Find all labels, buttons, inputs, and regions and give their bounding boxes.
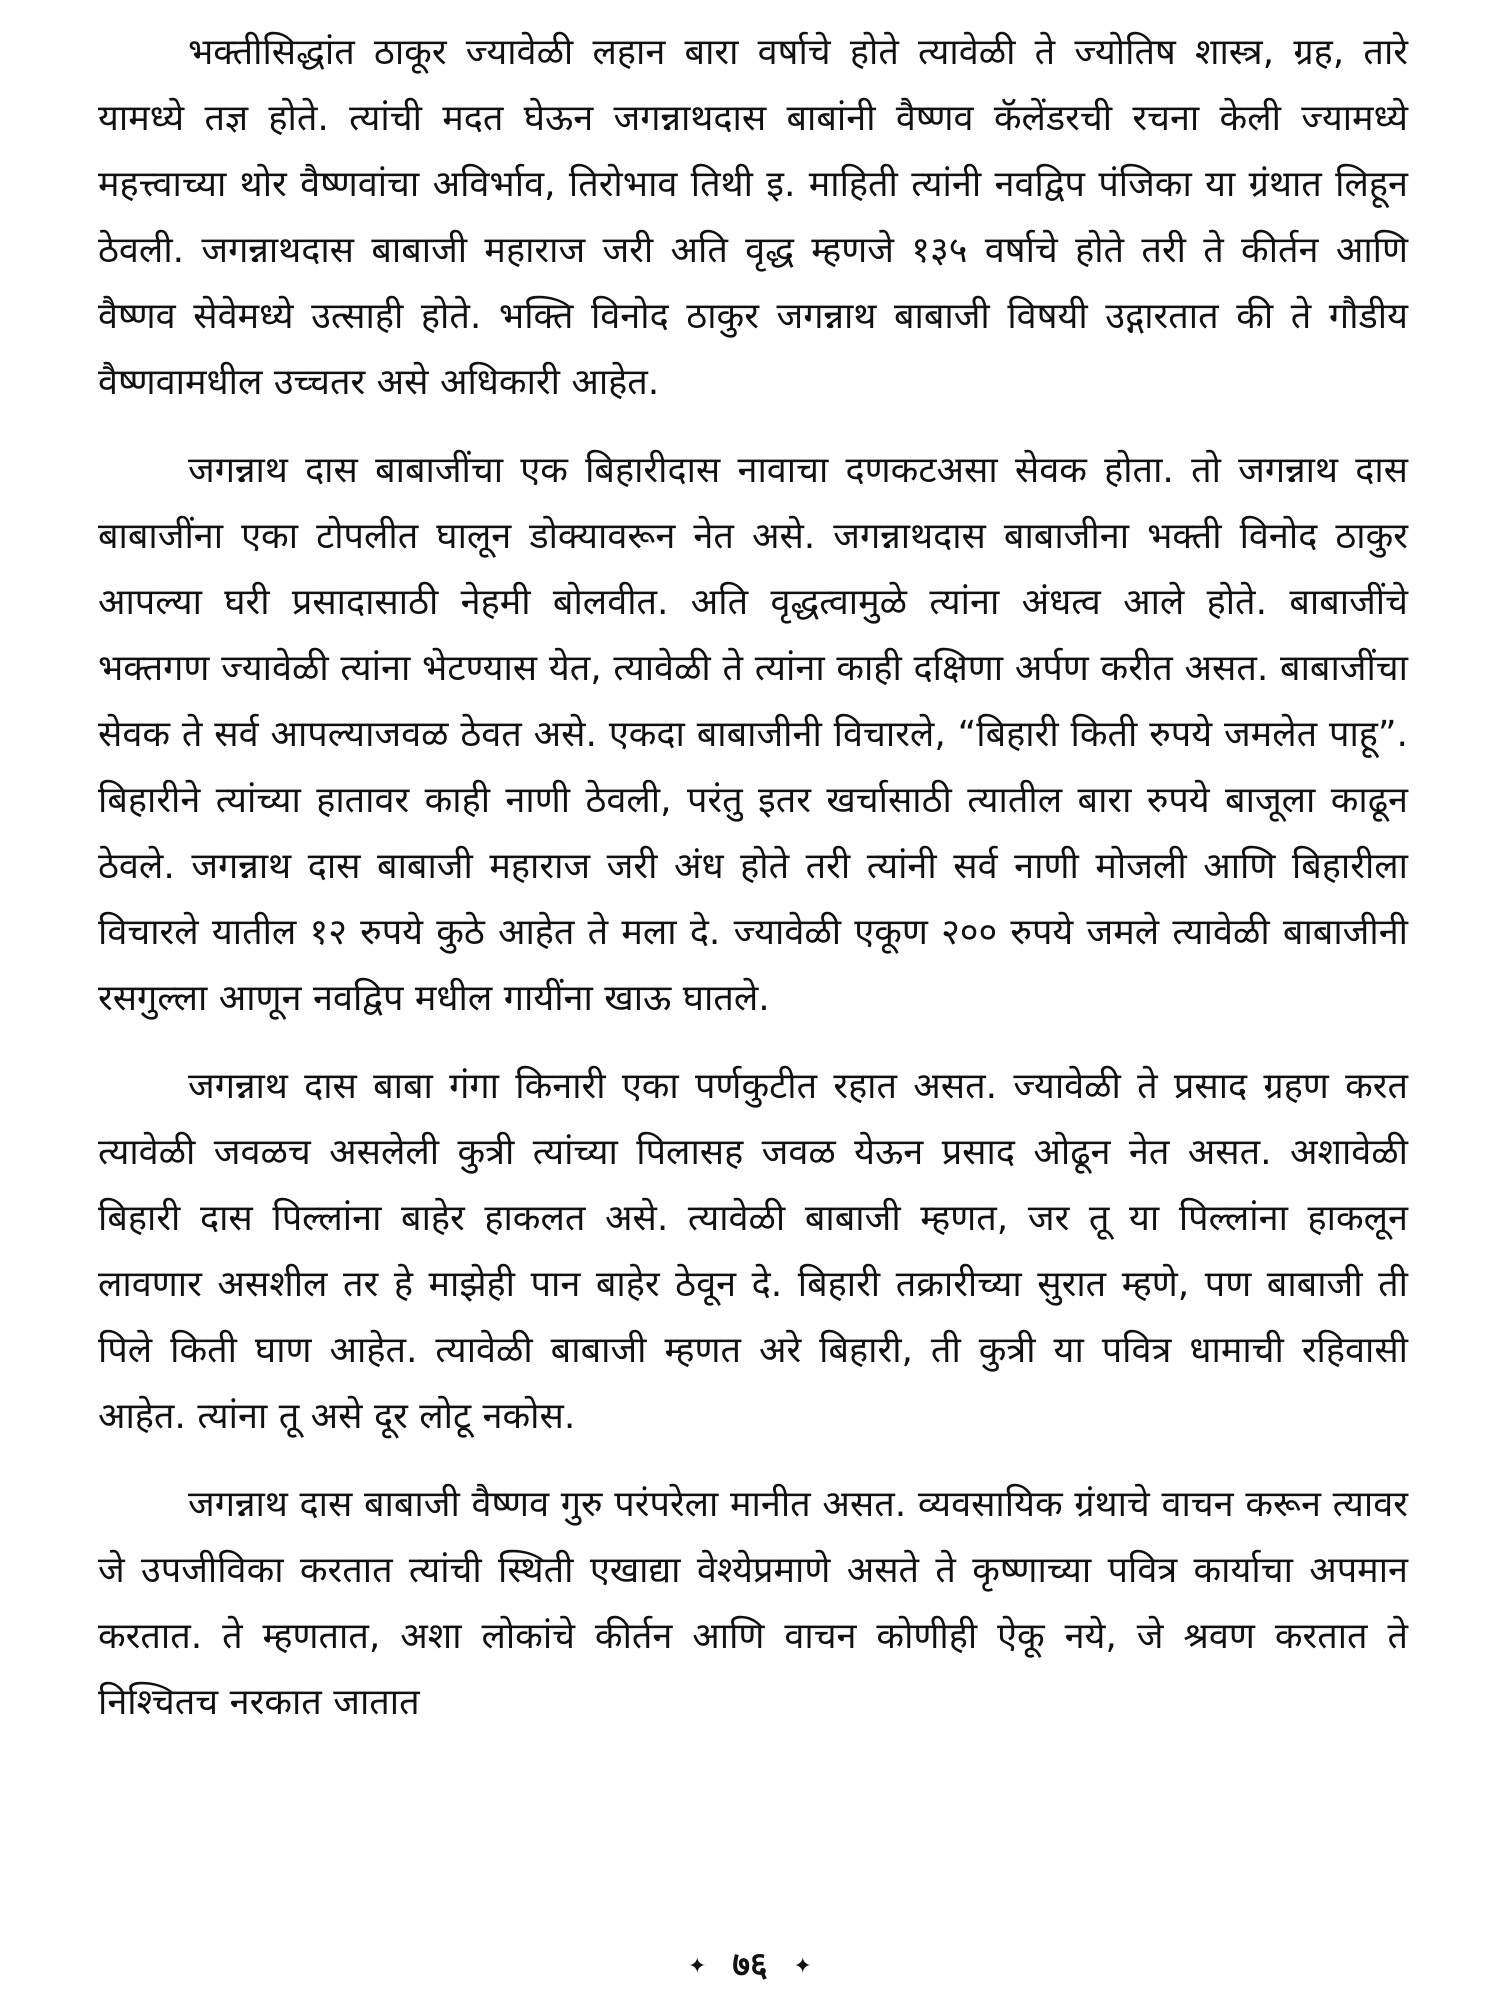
page-number: ७६ [732, 1945, 768, 1985]
paragraph-4: जगन्नाथ दास बाबाजी वैष्णव गुरु परंपरेला मानीत असत. व्यवसायिक ग्रंथाचे वाचन करून त्यावर जे उपजीविका करतात त्यांची स्थिती एखाद्या वेश्येप्रमाणे असते ते कृष्णाच्या पवित्र कार्याचा अपमान करतात. ते म्हणतात, अशा लोकांचे कीर्तन आणि वाचन कोणीही ऐकू नये, जे श्रवण करतात ते निश्चितच नरकात जातात [98, 1484, 1408, 1723]
paragraph-2: जगन्नाथ दास बाबाजींचा एक बिहारीदास नावाचा दणकटअसा सेवक होता. तो जगन्नाथ दास बाबाजींना एका टोपलीत घालून डोक्यावरून नेत असे. जगन्नाथदास बाबाजीना भक्ती विनोद ठाकुर आपल्या घरी प्रसादासाठी नेहमी बोलवीत. अति वृद्धत्वामुळे त्यांना अंधत्व आले होते. बाबाजींचे भक्तगण ज्यावेळी त्यांना भेटण्यास येत, त्यावेळी ते त्यांना काही दक्षिणा अर्पण करीत असत. बाबाजींचा सेवक ते सर्व आपल्याजवळ ठेवत असे. एकदा बाबाजीनी विचारले, “बिहारी किती रुपये जमलेत पाहू”. बिहारीने त्यांच्या हातावर काही नाणी ठेवली, परंतु इतर खर्चासाठी त्यातील बारा रुपये बाजूला काढून ठेवले. जगन्नाथ दास बाबाजी महाराज जरी अंध होते तरी त्यांनी सर्व नाणी मोजली आणि बिहारीला विचारले यातील १२ रुपये कुठे आहेत ते मला दे. ज्यावेळी एकूण २०० रुपये जमले त्यावेळी बाबाजीनी रसगुल्ला आणून नवद्विप मधील गायींना खाऊ घातले. [98, 450, 1409, 1019]
page-footer [0, 1940, 1500, 1986]
paragraph-1: भक्तीसिद्धांत ठाकूर ज्यावेळी लहान बारा वर्षाचे होते त्यावेळी ते ज्योतिष शास्त्र, ग्रह, तारे यामध्ये तज्ञ होते. त्यांची मदत घेऊन जगन्नाथदास बाबांनी वैष्णव कॅलेंडरची रचना केली ज्यामध्ये महत्त्वाच्या थोर वैष्णवांचा अविर्भाव, तिरोभाव तिथी इ. माहिती त्यांनी नवद्विप पंजिका या ग्रंथात लिहून ठेवली. जगन्नाथदास बाबाजी महाराज जरी अति वृद्ध म्हणजे १३५ वर्षाचे होते तरी ते कीर्तन आणि वैष्णव सेवेमध्ये उत्साही होते. भक्ति विनोद ठाकुर जगन्नाथ बाबाजी विषयी उद्गारतात की ते गौडीय वैष्णवामधील उच्चतर असे अधिकारी आहेत. [98, 32, 1408, 403]
ornament-right-icon: ✦ [793, 1954, 812, 1979]
page-body [98, 20, 1408, 1758]
paragraph-3: जगन्नाथ दास बाबा गंगा किनारी एका पर्णकुटीत रहात असत. ज्यावेळी ते प्रसाद ग्रहण करत त्यावेळी जवळच असलेली कुत्री त्यांच्या पिलासह जवळ येऊन प्रसाद ओढून नेत असत. अशावेळी बिहारी दास पिल्लांना बाहेर हाकलत असे. त्यावेळी बाबाजी म्हणत, जर तू या पिल्लांना हाकलून लावणार असशील तर हे माझेही पान बाहेर ठेवून दे. बिहारी तक्रारीच्या सुरात म्हणे, पण बाबाजी ती पिले किती घाण आहेत. त्यावेळी बाबाजी म्हणत अरे बिहारी, ती कुत्री या पवित्र धामाची रहिवासी आहेत. त्यांना तू असे दूर लोटू नकोस. [98, 1066, 1408, 1437]
ornament-left-icon: ✦ [688, 1954, 707, 1979]
